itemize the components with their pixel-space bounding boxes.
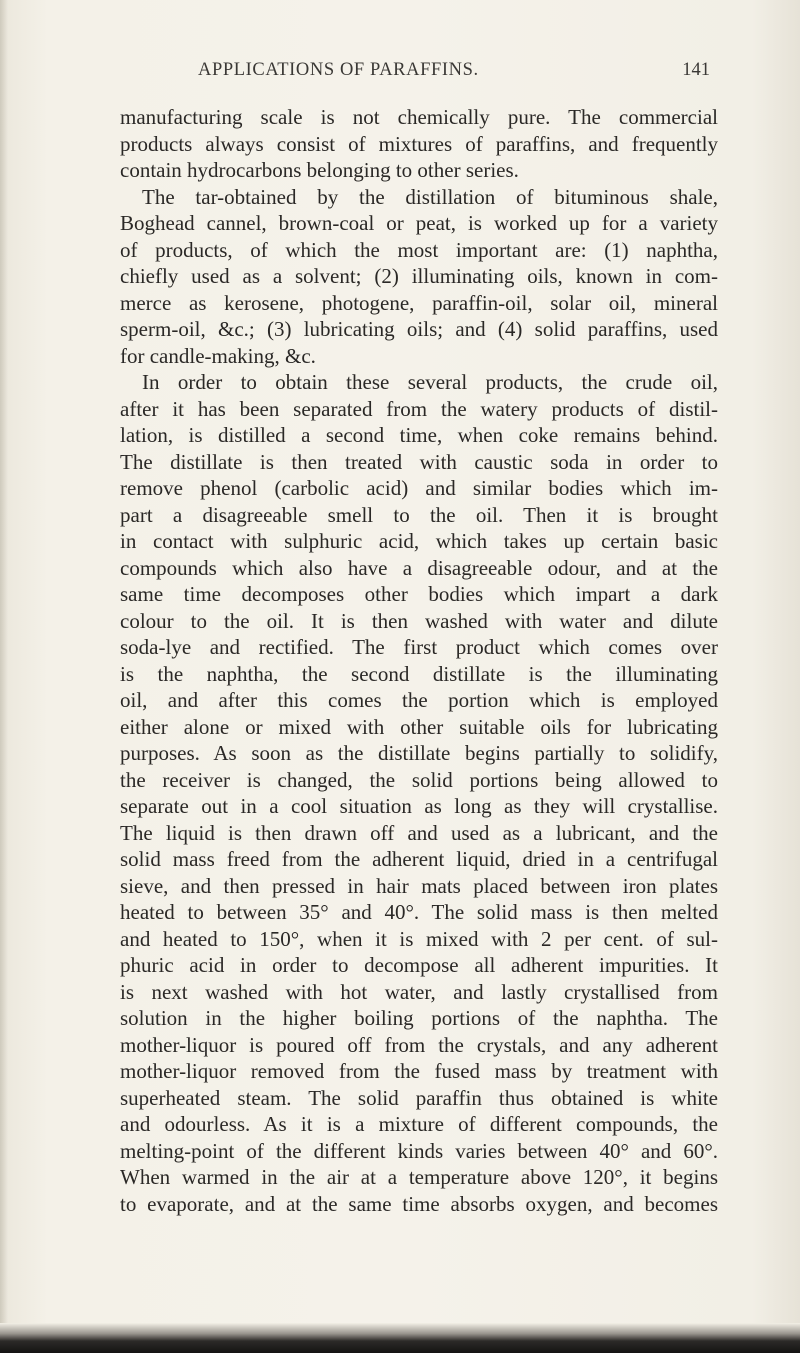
- text-line: The tar-obtained by the distillation of bituminous shale,: [142, 184, 718, 209]
- text-line: lation, is distilled a second time, when coke remains behind.: [120, 423, 718, 447]
- text-line: sperm-oil, &c.; (3) lubricating oils; and (4) solid paraffins, used: [120, 317, 718, 341]
- text-line: the receiver is changed, the solid portions being allowed to: [120, 767, 718, 792]
- text-line: soda-lye and rectified. The first product which comes over: [120, 635, 718, 659]
- text-line: is next washed with hot water, and lastly crystallised from: [120, 979, 718, 1004]
- text-line: in contact with sulphuric acid, which takes up certain basic: [120, 529, 718, 553]
- text-line: part a disagreeable smell to the oil. Then it is brought: [120, 502, 718, 527]
- text-line: compounds which also have a disagreeable odour, and at the: [120, 555, 718, 580]
- page-header: [150, 60, 710, 90]
- text-line: contain hydrocarbons belonging to other series.: [120, 158, 519, 182]
- text-line: mother-liquor is poured off from the crystals, and any adherent: [120, 1032, 718, 1057]
- text-line: remove phenol (carbolic acid) and similar bodies which im-: [120, 476, 718, 500]
- text-line: manufacturing scale is not chemically pure. The commercial: [120, 105, 718, 129]
- text-line: superheated steam. The solid paraffin thus obtained is white: [120, 1085, 718, 1110]
- text-line: Boghead cannel, brown-coal or peat, is worked up for a variety: [120, 211, 718, 235]
- text-line: The liquid is then drawn off and used as a lubricant, and the: [120, 820, 718, 845]
- text-line: after it has been separated from the watery products of distil-: [120, 396, 718, 421]
- text-line: and heated to 150°, when it is mixed with 2 per cent. of sul-: [120, 926, 718, 951]
- text-line: products always consist of mixtures of paraffins, and frequently: [120, 131, 718, 156]
- page-gutter-shadow: [0, 0, 8, 1353]
- text-line: phuric acid in order to decompose all adherent impurities. It: [120, 953, 718, 977]
- text-line: mother-liquor removed from the fused mass by treatment with: [120, 1059, 718, 1083]
- text-line: solution in the higher boiling portions of the naphtha. The: [120, 1006, 718, 1030]
- text-line: separate out in a cool situation as long as they will crystallise.: [120, 794, 718, 818]
- text-line: chiefly used as a solvent; (2) illuminating oils, known in com-: [120, 264, 718, 288]
- text-line: purposes. As soon as the distillate begins partially to solidify,: [120, 741, 718, 765]
- text-line: and odourless. As it is a mixture of different compounds, the: [120, 1112, 718, 1136]
- text-line: same time decomposes other bodies which impart a dark: [120, 582, 718, 606]
- text-line: for candle-making, &c.: [120, 343, 316, 368]
- text-line: When warmed in the air at a temperature above 120°, it begins: [120, 1165, 718, 1189]
- body-text: [120, 104, 718, 1217]
- text-line: sieve, and then pressed in hair mats placed between iron plates: [120, 873, 718, 898]
- text-line: is the naphtha, the second distillate is the illuminating: [120, 661, 718, 686]
- page-number: 141: [682, 60, 710, 80]
- text-line: colour to the oil. It is then washed with water and dilute: [120, 608, 718, 633]
- text-line: to evaporate, and at the same time absorbs oxygen, and becomes: [120, 1191, 718, 1216]
- text-line: merce as kerosene, photogene, paraffin-oil, solar oil, mineral: [120, 290, 718, 315]
- text-line: melting-point of the different kinds varies between 40° and 60°.: [120, 1138, 718, 1163]
- text-line: of products, of which the most important are: (1) naphtha,: [120, 237, 718, 262]
- text-line: oil, and after this comes the portion which is employed: [120, 688, 718, 712]
- running-title: APPLICATIONS OF PARAFFINS.: [198, 60, 479, 80]
- text-line: heated to between 35° and 40°. The solid mass is then melted: [120, 900, 718, 924]
- text-line: In order to obtain these several products, the crude oil,: [142, 370, 718, 394]
- text-line: either alone or mixed with other suitable oils for lubricating: [120, 714, 718, 739]
- scan-bottom-edge: [0, 1323, 800, 1353]
- text-line: The distillate is then treated with caustic soda in order to: [120, 449, 718, 474]
- text-line: solid mass freed from the adherent liquid, dried in a centrifugal: [120, 847, 718, 871]
